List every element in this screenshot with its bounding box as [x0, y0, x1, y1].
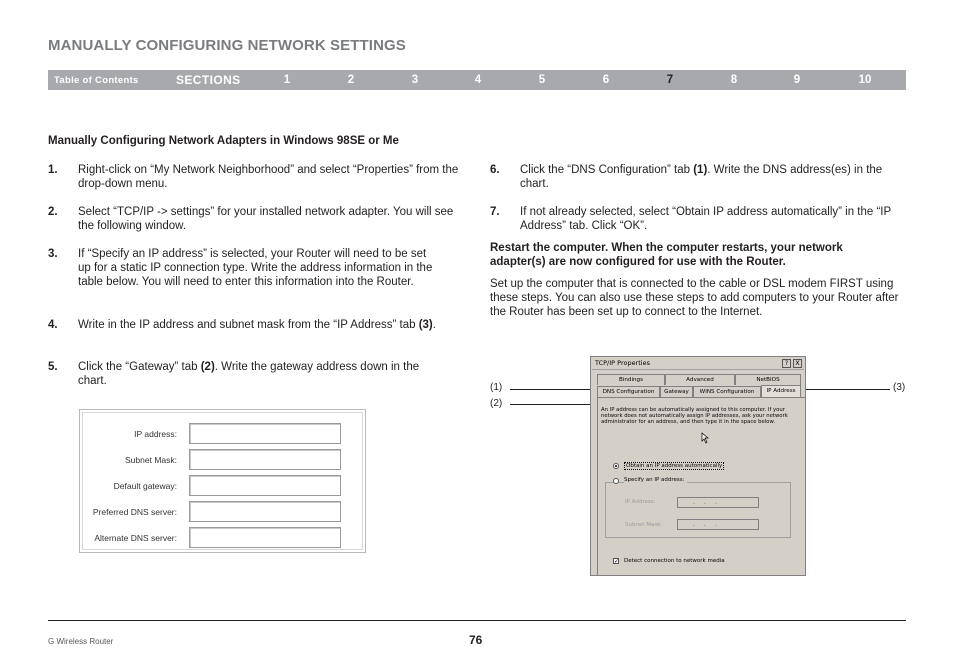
step-text	[78, 318, 448, 332]
step-ref: (3)	[418, 319, 433, 331]
step-text	[78, 360, 448, 388]
chart-label: Subnet Mask:	[125, 455, 177, 465]
footer-product-name: G Wireless Router	[48, 637, 114, 646]
ip-address-input[interactable]: ...	[677, 497, 759, 508]
page-number: 76	[469, 633, 483, 647]
specify-ip-radio[interactable]	[613, 478, 619, 484]
chart-label: Alternate DNS server:	[94, 533, 177, 543]
chart-row-ip	[83, 423, 362, 445]
step-number: 3.	[48, 248, 58, 260]
section-link-2[interactable]: 2	[347, 74, 355, 86]
section-link-9[interactable]: 9	[793, 74, 801, 86]
tcpip-properties-dialog	[590, 356, 806, 576]
preferred-dns-field[interactable]	[189, 501, 341, 522]
section-link-7[interactable]: 7	[666, 74, 674, 86]
ip-address-label: IP Address:	[625, 499, 656, 505]
step-text: Select “TCP/IP -> settings” for your installed network adapter. You will see the following window.	[78, 206, 454, 233]
obtain-ip-label[interactable]: Obtain an IP address automatically	[626, 463, 723, 469]
section-link-5[interactable]: 5	[538, 74, 546, 86]
section-link-10[interactable]: 10	[858, 74, 872, 86]
tab-netbios[interactable]: NetBIOS	[735, 374, 801, 385]
section-nav-bar	[48, 70, 906, 90]
address-chart	[79, 409, 366, 553]
dialog-titlebar	[592, 358, 804, 370]
tab-advanced[interactable]: Advanced	[665, 374, 735, 385]
dialog-title: TCP/IP Properties	[595, 359, 650, 367]
chart-row-gateway	[83, 475, 362, 497]
tab-ip-address[interactable]: IP Address	[761, 385, 801, 397]
chart-row-preferred-dns	[83, 501, 362, 523]
footer-rule	[48, 620, 906, 621]
close-button[interactable]: X	[793, 359, 802, 368]
step-text: If not already selected, select “Obtain IP address automatically” in the “IP Address” tab. Click “OK”.	[520, 206, 891, 233]
chart-label: Default gateway:	[113, 481, 177, 491]
detect-media-checkbox[interactable]: ✓	[614, 558, 620, 565]
step-number: 7.	[490, 206, 500, 218]
address-chart-frame	[82, 412, 363, 550]
tab-bindings[interactable]: Bindings	[597, 374, 665, 385]
subnet-mask-field[interactable]	[189, 449, 341, 470]
default-gateway-field[interactable]	[189, 475, 341, 496]
section-link-8[interactable]: 8	[730, 74, 738, 86]
callout-3: (3)	[893, 382, 906, 393]
tab-wins-configuration[interactable]: WINS Configuration	[693, 386, 761, 397]
callout-2: (2)	[490, 398, 503, 409]
section-link-1[interactable]: 1	[283, 74, 291, 86]
step-text-pre: Click the “Gateway” tab	[78, 361, 201, 373]
step-text-pre: Click the “DNS Configuration” tab	[520, 164, 694, 176]
step-number: 2.	[48, 206, 58, 218]
step-text-post: .	[432, 319, 436, 331]
step-text-pre: Write in the IP address and subnet mask from the “IP Address” tab	[78, 319, 419, 331]
dialog-description: An IP address can be automatically assigned to this computer. If your network does not automatically assign IP addresses, ask your network administrator for an address, and then type it in the space below.	[601, 407, 788, 426]
sections-label: SECTIONS	[176, 73, 241, 87]
help-button[interactable]: ?	[782, 359, 791, 368]
ip-address-field[interactable]	[189, 423, 341, 444]
chart-label: Preferred DNS server:	[92, 507, 177, 517]
detect-media-label[interactable]: Detect connection to network media	[624, 558, 725, 564]
subnet-mask-input[interactable]: ...	[677, 519, 759, 530]
obtain-ip-radio[interactable]	[613, 463, 619, 469]
step-number: 6.	[490, 164, 500, 176]
section-link-3[interactable]: 3	[411, 74, 419, 86]
section-heading: Manually Configuring Network Adapters in Windows 98SE or Me	[48, 135, 399, 147]
chart-row-subnet	[83, 449, 362, 471]
tab-gateway[interactable]: Gateway	[660, 386, 693, 397]
step-text: Right-click on “My Network Neighborhood” and select “Properties” from the drop-down menu.	[78, 164, 459, 191]
mouse-pointer-icon	[701, 432, 709, 444]
step-number: 1.	[48, 164, 58, 176]
restart-note: Restart the computer. When the computer restarts, your network adapter(s) are now configured for use with the Router.	[490, 242, 843, 269]
page-title: MANUALLY CONFIGURING NETWORK SETTINGS	[48, 37, 406, 54]
step-number: 5.	[48, 361, 58, 373]
setup-note: Set up the computer that is connected to the cable or DSL modem FIRST using these steps. You can also use these steps to add computers to your Router after the Router has been set up to connect to the Internet.	[490, 278, 899, 319]
tab-dns-configuration[interactable]: DNS Configuration	[597, 386, 660, 397]
step-ref: (2)	[200, 361, 215, 373]
callout-1: (1)	[490, 382, 503, 393]
step-text	[520, 163, 908, 191]
step-number: 4.	[48, 319, 58, 331]
alternate-dns-field[interactable]	[189, 527, 341, 548]
subnet-mask-label: Subnet Mask:	[625, 522, 663, 528]
section-link-6[interactable]: 6	[602, 74, 610, 86]
step-text: If “Specify an IP address” is selected, your Router will need to be set up for a static IP connection type. Write the address information in the table below. You will need to enter this information into the Router.	[78, 248, 433, 289]
table-of-contents-link[interactable]: Table of Contents	[54, 75, 139, 86]
step-text-post: . Write the DNS address(es) in the chart.	[520, 164, 883, 191]
section-link-4[interactable]: 4	[474, 74, 482, 86]
step-ref: (1)	[693, 164, 708, 176]
chart-row-alternate-dns	[83, 527, 362, 549]
step-text-post: . Write the gateway address down in the chart.	[78, 361, 420, 388]
specify-ip-label[interactable]: Specify an IP address:	[624, 477, 685, 483]
chart-label: IP address:	[134, 429, 177, 439]
